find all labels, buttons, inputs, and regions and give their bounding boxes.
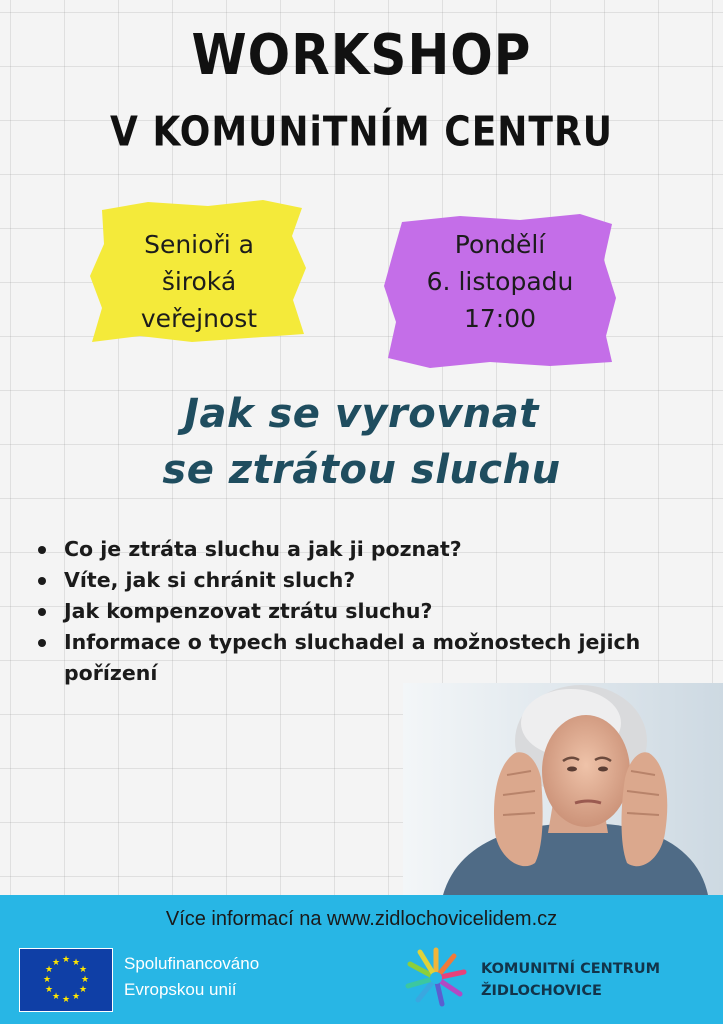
center-line: KOMUNITNÍ CENTRUM <box>481 961 661 977</box>
svg-text:★: ★ <box>71 958 81 968</box>
svg-text:★: ★ <box>51 992 61 1002</box>
audience-line: Senioři a <box>144 230 254 259</box>
event-time: 17:00 <box>463 304 537 333</box>
poster-title: WORKSHOP <box>191 22 532 88</box>
eu-cofunding-text <box>124 951 259 1003</box>
topic-item <box>36 596 696 627</box>
eu-line: Evropskou unií <box>124 980 237 999</box>
topics-list <box>36 534 696 689</box>
event-day: Pondělí <box>454 230 546 259</box>
bullet-icon <box>38 577 46 585</box>
svg-text:★: ★ <box>44 985 54 995</box>
headline-line: Jak se vyrovnat <box>184 391 539 437</box>
topic-text: Jak kompenzovat ztrátu sluchu? <box>64 599 433 623</box>
svg-text:★: ★ <box>78 985 88 995</box>
topic-item <box>36 534 696 565</box>
svg-text:★: ★ <box>78 965 88 975</box>
svg-text:★: ★ <box>42 975 52 985</box>
audience-line: široká <box>161 267 237 296</box>
center-line: ŽIDLOCHOVICE <box>481 983 602 999</box>
bullet-icon <box>38 546 46 554</box>
community-center-logo-icon <box>396 944 472 1008</box>
bullet-icon <box>38 608 46 616</box>
bullet-icon <box>38 639 46 647</box>
svg-text:★: ★ <box>61 955 71 965</box>
svg-text:★: ★ <box>80 975 90 985</box>
svg-text:★: ★ <box>44 965 54 975</box>
audience-text <box>88 226 310 337</box>
topic-text: Informace o typech sluchadel a možnostech jejich pořízení <box>64 630 641 685</box>
community-center-name <box>481 958 660 1002</box>
topic-text: Víte, jak si chránit sluch? <box>64 568 356 592</box>
event-date: 6. listopadu <box>426 267 574 296</box>
headline-line: se ztrátou sluchu <box>162 447 561 493</box>
topic-text: Co je ztráta sluchu a jak ji poznat? <box>64 537 462 561</box>
workshop-headline <box>0 386 723 498</box>
event-date-text <box>380 226 620 337</box>
poster-subtitle: V KOMUNiTNÍM CENTRU <box>110 108 613 157</box>
audience-line: veřejnost <box>140 304 258 333</box>
senior-woman-photo <box>403 683 723 895</box>
eu-line: Spolufinancováno <box>124 954 260 973</box>
eu-flag-icon <box>19 948 113 1012</box>
topic-item <box>36 565 696 596</box>
svg-text:★: ★ <box>61 995 71 1005</box>
more-info-text: Více informací na www.zidlochovicelidem.cz <box>165 908 558 930</box>
svg-text:★: ★ <box>51 958 61 968</box>
svg-text:★: ★ <box>71 992 81 1002</box>
topic-item <box>36 627 684 689</box>
